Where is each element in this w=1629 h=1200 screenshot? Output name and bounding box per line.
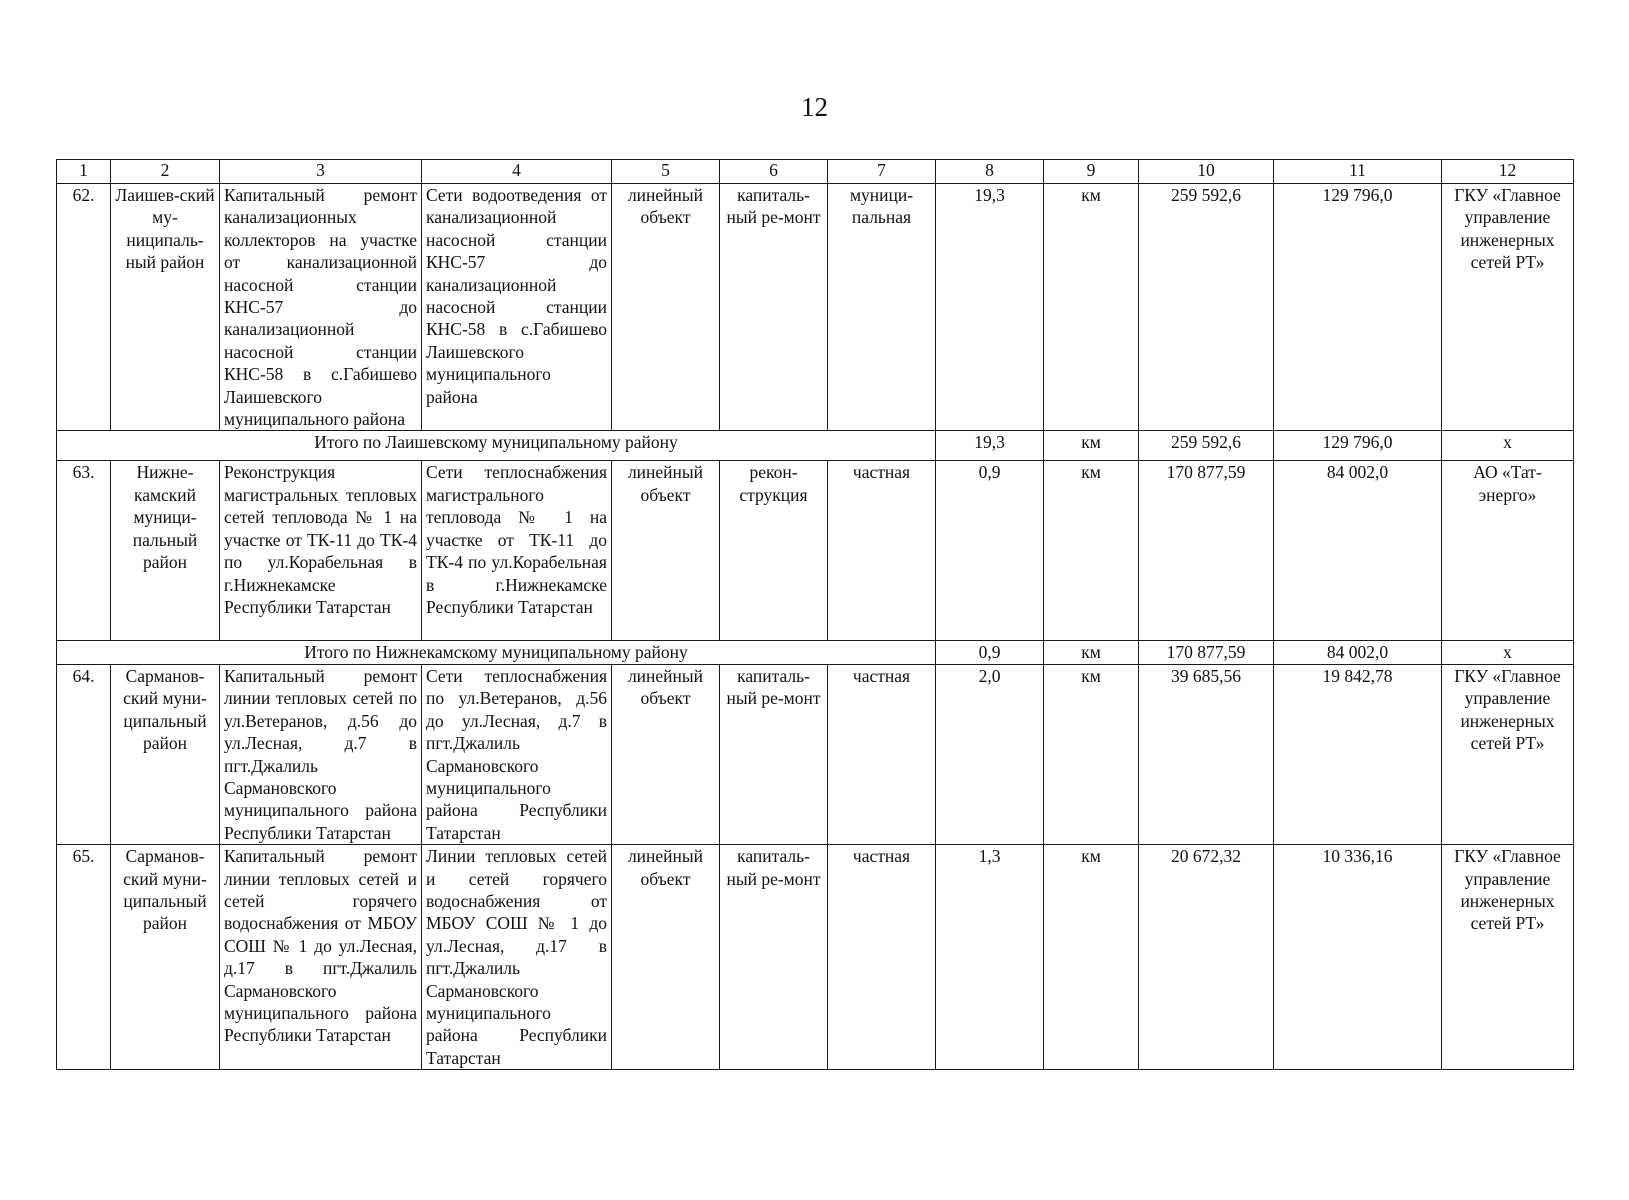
municipal-district: Нижне-камский муници-пальный район: [111, 461, 220, 641]
subsidy-amount: 129 796,0: [1274, 431, 1442, 461]
row-number: 65.: [57, 845, 111, 1070]
length-value: 19,3: [936, 431, 1044, 461]
unit: км: [1044, 664, 1139, 844]
work-kind: капиталь-ный ре-монт: [720, 845, 828, 1070]
work-description: Капитальный ремонт канализационных коллекторов на участке от канализационной насосной станции КНС-57 до канализационной насосной станции КНС-58 в с.Габишево Лаишевского муниципального района: [220, 184, 422, 431]
unit: км: [1044, 461, 1139, 641]
total-cost: 20 672,32: [1139, 845, 1274, 1070]
subsidy-amount: 10 336,16: [1274, 845, 1442, 1070]
row-number: 63.: [57, 461, 111, 641]
object-name: Линии тепловых сетей и сетей горячего водоснабжения от МБОУ СОШ № 1 до ул.Лесная, д.17 в пгт.Джалиль Сармановского муниципального района Республики Татарстан: [422, 845, 612, 1070]
column-number: 3: [220, 160, 422, 184]
column-number: 7: [828, 160, 936, 184]
investment-table: [56, 159, 1574, 1070]
total-cost: 170 877,59: [1139, 641, 1274, 664]
subsidy-amount: 129 796,0: [1274, 184, 1442, 431]
table-row: [57, 845, 1574, 1070]
total-cost: 170 877,59: [1139, 461, 1274, 641]
object-name: Сети теплоснабжения магистрального тепловода № 1 на участке от ТК-11 до ТК-4 по ул.Корабельная в г.Нижнекамске Республики Татарстан: [422, 461, 612, 641]
subsidy-amount: 19 842,78: [1274, 664, 1442, 844]
column-number: 5: [612, 160, 720, 184]
table-row: [57, 461, 1574, 641]
object-type: линейный объект: [612, 461, 720, 641]
length-value: 2,0: [936, 664, 1044, 844]
executor: ГКУ «Главное управление инженерных сетей РТ»: [1442, 664, 1574, 844]
column-number: 2: [111, 160, 220, 184]
subsidy-amount: 84 002,0: [1274, 641, 1442, 664]
length-value: 19,3: [936, 184, 1044, 431]
work-description: Капитальный ремонт линии тепловых сетей и сетей горячего водоснабжения от МБОУ СОШ № 1 до ул.Лесная, д.17 в пгт.Джалиль Сармановского муниципального района Республики Татарстан: [220, 845, 422, 1070]
work-description: Капитальный ремонт линии тепловых сетей по ул.Ветеранов, д.56 до ул.Лесная, д.7 в пгт.Джалиль Сармановского муниципального района Республики Татарстан: [220, 664, 422, 844]
total-cost: 259 592,6: [1139, 184, 1274, 431]
page-number: 12: [801, 92, 828, 122]
ownership: частная: [828, 845, 936, 1070]
subtotal-label: Итого по Нижнекамскому муниципальному району: [57, 641, 936, 664]
work-kind: капиталь-ный ре-монт: [720, 184, 828, 431]
column-number: 6: [720, 160, 828, 184]
column-number: 10: [1139, 160, 1274, 184]
ownership: частная: [828, 664, 936, 844]
length-value: 1,3: [936, 845, 1044, 1070]
column-number: 12: [1442, 160, 1574, 184]
column-number: 4: [422, 160, 612, 184]
unit: км: [1044, 641, 1139, 664]
executor: х: [1442, 641, 1574, 664]
municipal-district: Сарманов-ский муни-ципальный район: [111, 845, 220, 1070]
unit: км: [1044, 431, 1139, 461]
column-number: 9: [1044, 160, 1139, 184]
table-row: [57, 664, 1574, 844]
executor: АО «Тат-энерго»: [1442, 461, 1574, 641]
column-number: 11: [1274, 160, 1442, 184]
length-value: 0,9: [936, 461, 1044, 641]
table-row: [57, 184, 1574, 431]
unit: км: [1044, 184, 1139, 431]
object-type: линейный объект: [612, 184, 720, 431]
work-description: Реконструкция магистральных тепловых сетей тепловода № 1 на участке от ТК-11 до ТК-4 по ул.Корабельная в г.Нижнекамске Республики Татарстан: [220, 461, 422, 641]
subsidy-amount: 84 002,0: [1274, 461, 1442, 641]
executor: ГКУ «Главное управление инженерных сетей РТ»: [1442, 184, 1574, 431]
column-number: 8: [936, 160, 1044, 184]
object-name: Сети водоотведения от канализационной насосной станции КНС-57 до канализационной насосной станции КНС-58 в с.Габишево Лаишевского муниципального района: [422, 184, 612, 431]
ownership: частная: [828, 461, 936, 641]
work-kind: капиталь-ный ре-монт: [720, 664, 828, 844]
subtotal-row: [57, 431, 1574, 461]
total-cost: 39 685,56: [1139, 664, 1274, 844]
object-type: линейный объект: [612, 664, 720, 844]
subtotal-row: [57, 641, 1574, 664]
length-value: 0,9: [936, 641, 1044, 664]
subtotal-label: Итого по Лаишевскому муниципальному району: [57, 431, 936, 461]
municipal-district: Лаишев-ский му-ниципаль-ный район: [111, 184, 220, 431]
work-kind: рекон-струкция: [720, 461, 828, 641]
executor: х: [1442, 431, 1574, 461]
executor: ГКУ «Главное управление инженерных сетей РТ»: [1442, 845, 1574, 1070]
object-type: линейный объект: [612, 845, 720, 1070]
row-number: 64.: [57, 664, 111, 844]
row-number: 62.: [57, 184, 111, 431]
column-number-row: [57, 160, 1574, 184]
ownership: муници-пальная: [828, 184, 936, 431]
total-cost: 259 592,6: [1139, 431, 1274, 461]
column-number: 1: [57, 160, 111, 184]
object-name: Сети теплоснабжения по ул.Ветеранов, д.56 до ул.Лесная, д.7 в пгт.Джалиль Сармановского муниципального района Республики Татарстан: [422, 664, 612, 844]
municipal-district: Сарманов-ский муни-ципальный район: [111, 664, 220, 844]
unit: км: [1044, 845, 1139, 1070]
